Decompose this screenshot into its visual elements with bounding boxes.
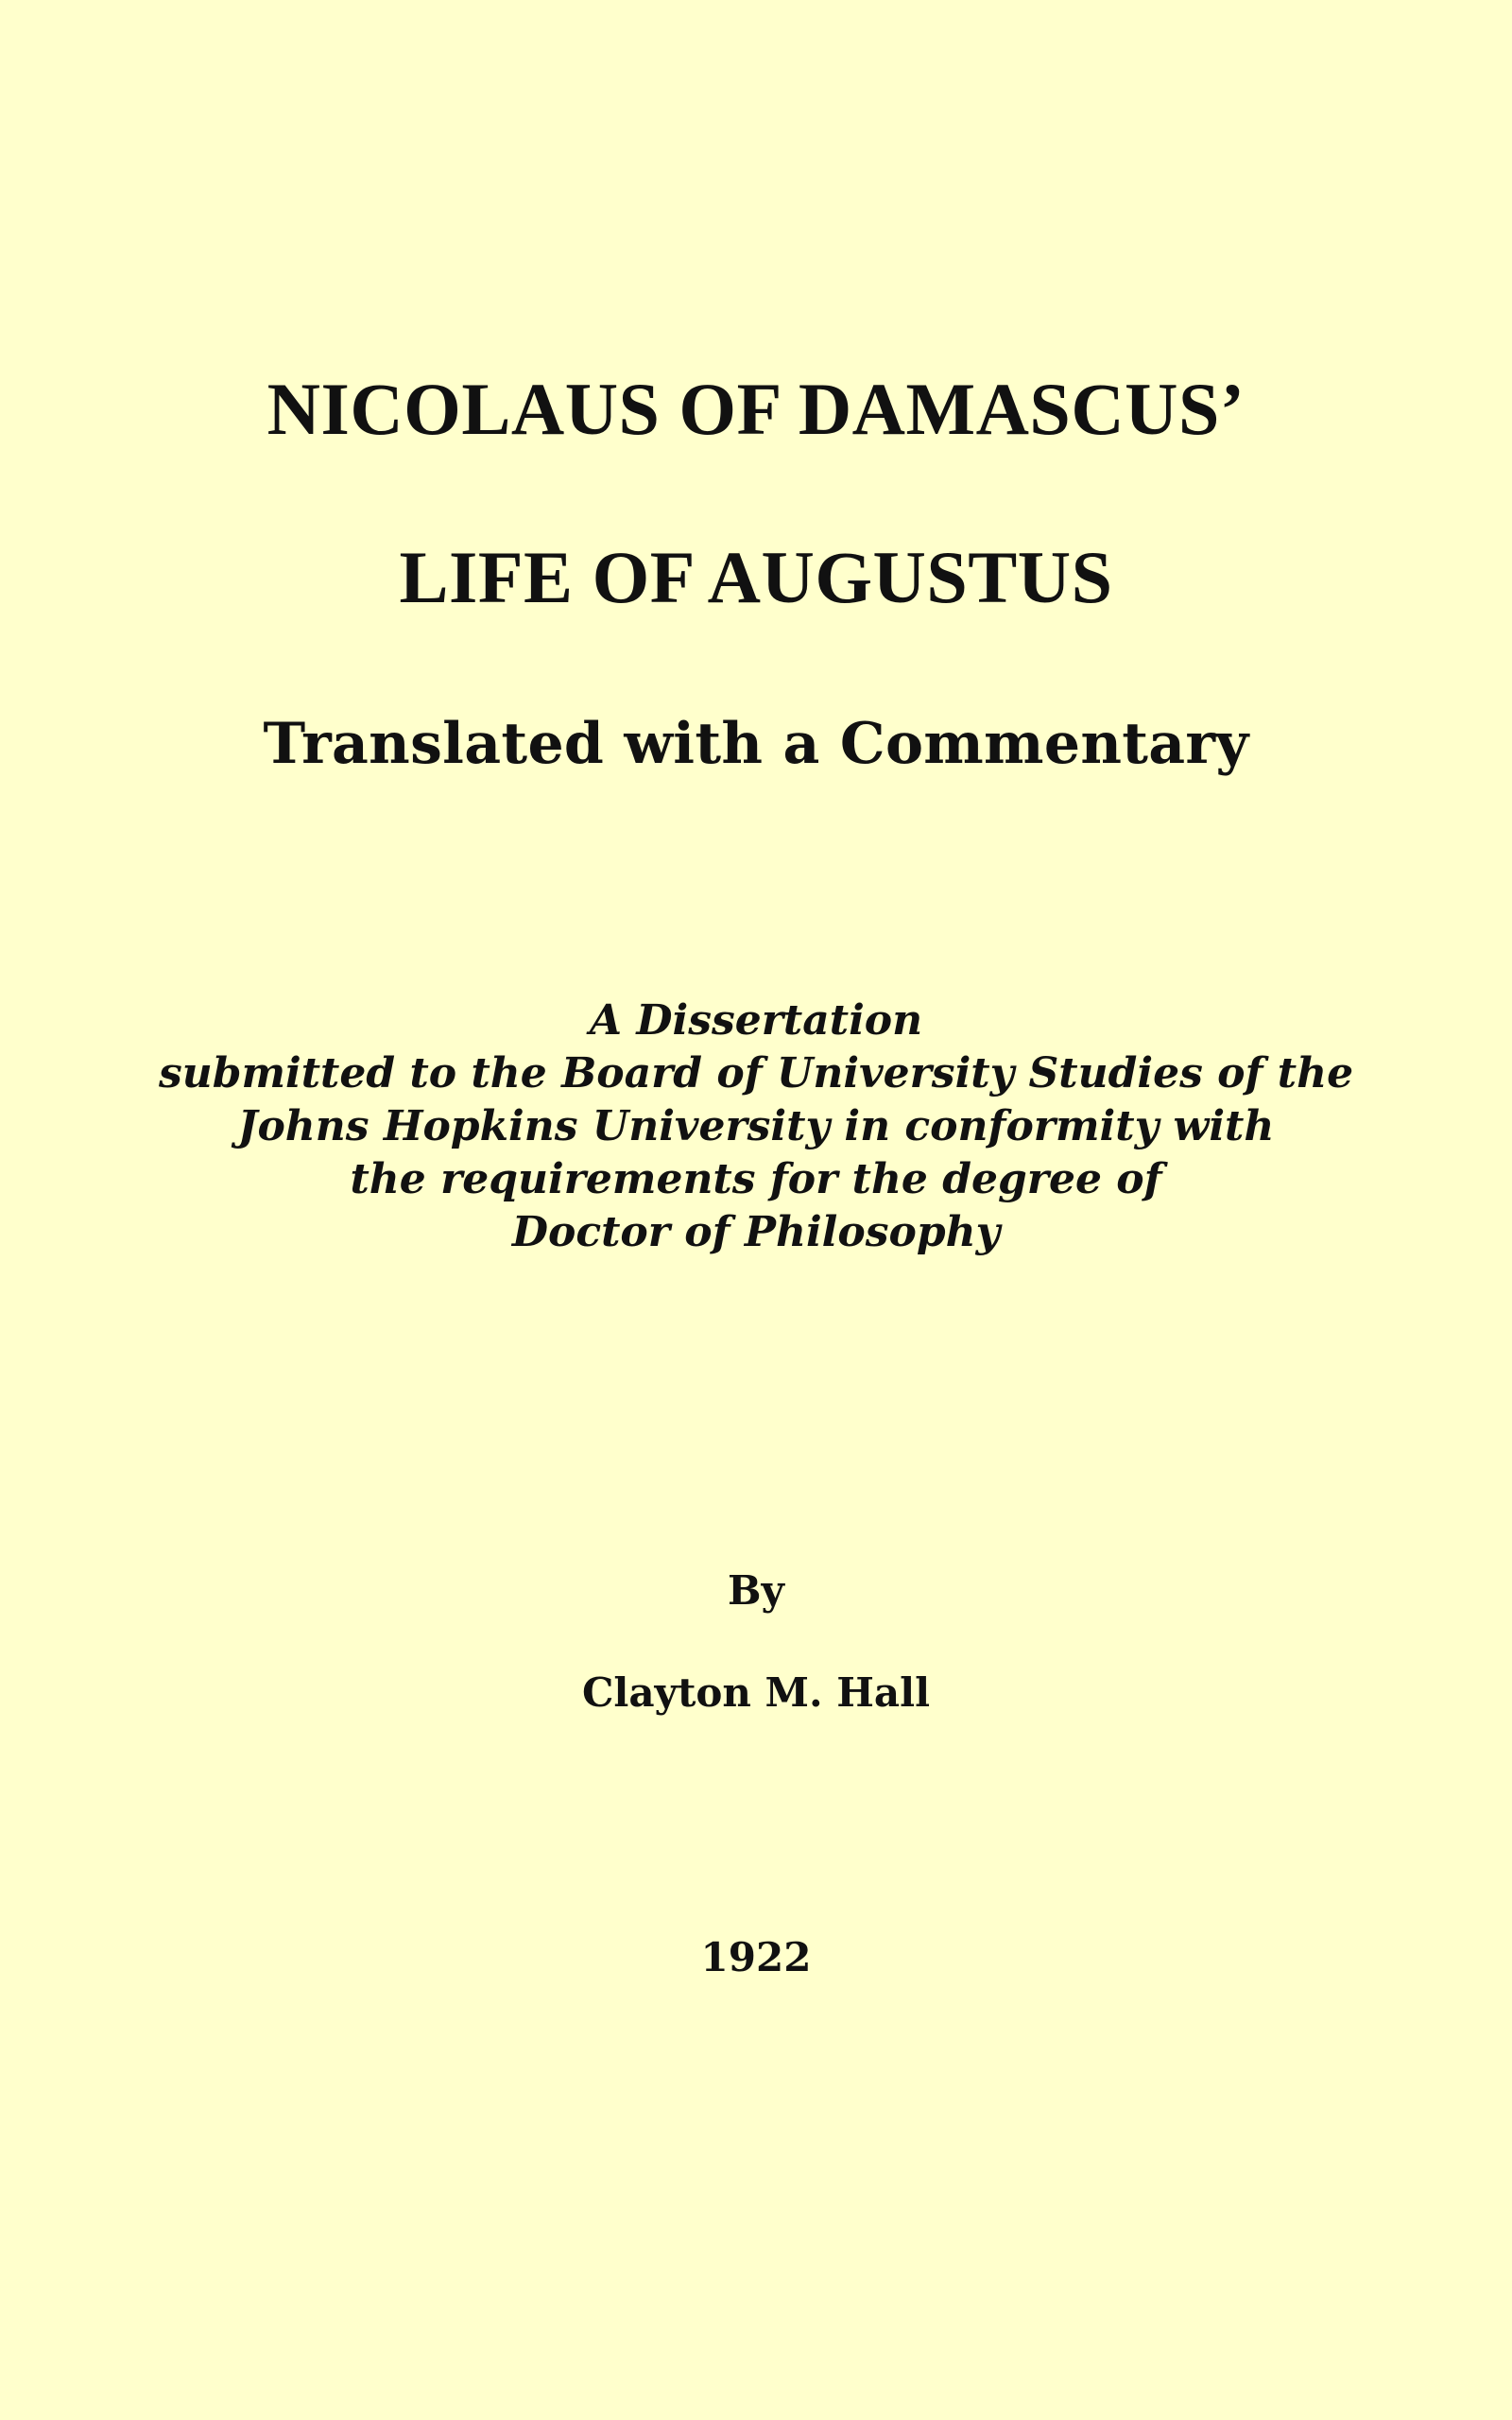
dissertation-line-5: Doctor of Philosophy xyxy=(511,1208,1001,1256)
subtitle: Translated with a Commentary xyxy=(263,711,1249,777)
author-name: Clayton M. Hall xyxy=(581,1669,931,1716)
publication-year: 1922 xyxy=(700,1934,812,1980)
dissertation-line-2: submitted to the Board of University Studies of the xyxy=(158,1049,1354,1098)
by-label: By xyxy=(728,1567,784,1614)
dissertation-line-3: Johns Hopkins University in conformity with xyxy=(237,1102,1275,1150)
dissertation-line-4: the requirements for the degree of xyxy=(350,1155,1162,1203)
title-line-2: LIFE OF AUGUSTUS xyxy=(399,536,1113,618)
title-line-1: NICOLAUS OF DAMASCUS’ xyxy=(266,368,1246,450)
dissertation-line-1: A Dissertation xyxy=(589,996,923,1045)
